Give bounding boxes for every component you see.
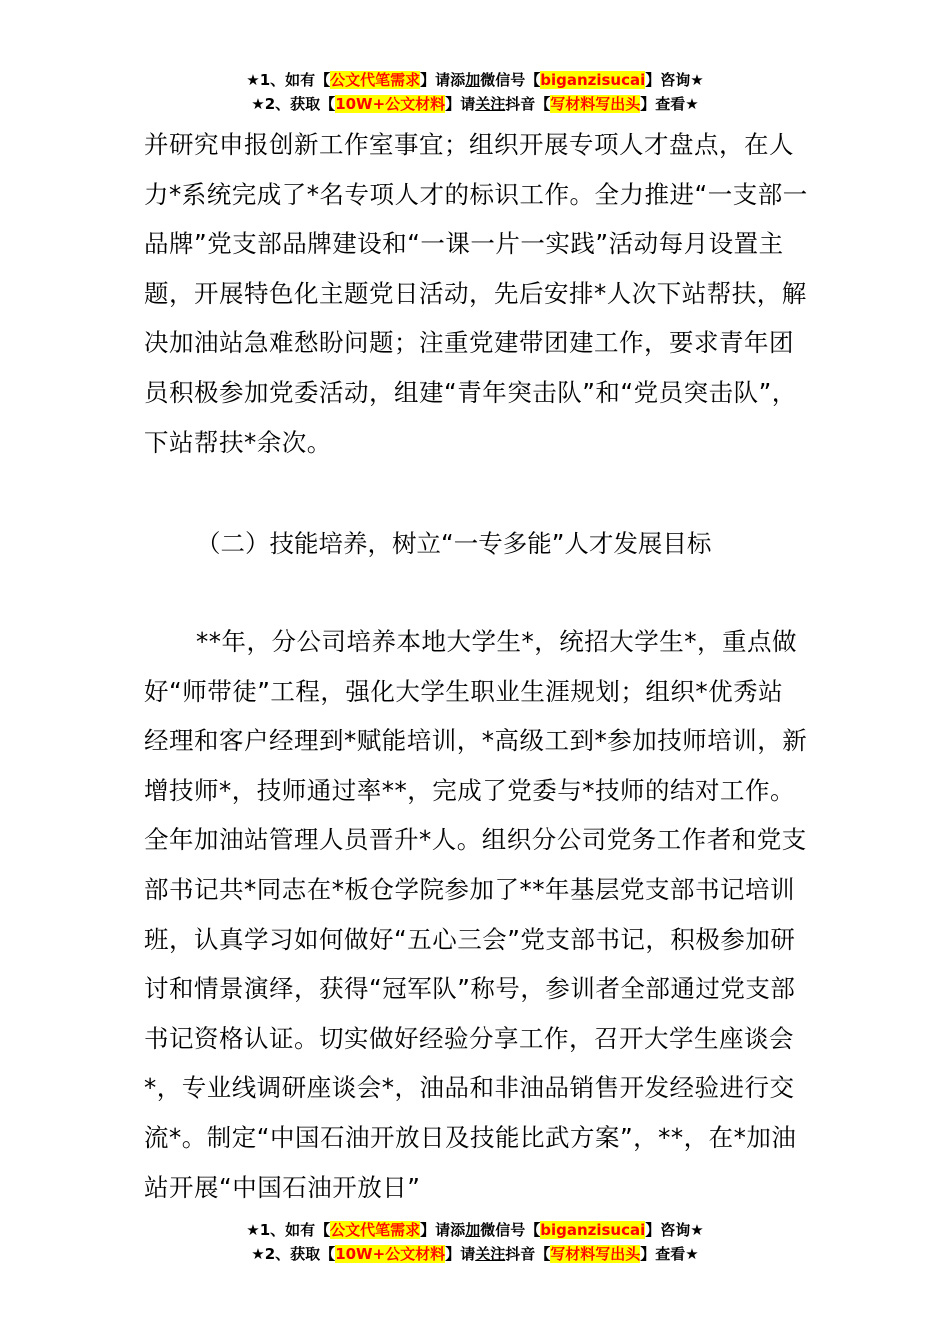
footer-highlight-materials: 10W+公文材料 (335, 1245, 446, 1263)
header-highlight-wechat-id: biganzisucai (540, 71, 646, 89)
footer-highlight-wechat-id: biganzisucai (540, 1221, 646, 1239)
header-line-2-mid2: 抖音【 (505, 95, 551, 113)
footer-line-1-underline: 加 (465, 1221, 481, 1239)
section-heading-skills-training: （二）技能培养，树立“一专多能”人才发展目标 (196, 529, 712, 558)
header-line-1-underline: 加 (465, 71, 481, 89)
header-highlight-douyin-account: 写材料写出头 (550, 95, 641, 113)
header-line-2-mid1: 】请 (445, 95, 476, 113)
paragraph-skills-training: **年，分公司培养本地大学生*，统招大学生*，重点做好“师带徒”工程，强化大学生职业生涯规划；组织*优秀站经理和客户经理到*赋能培训，*高级工到*参加技师培训，新增技师*，技师通过率**，完成了党委与*技师的结对工作。全年加油站管理人员晋升*人。组织分公司党务工作者和党支部书记共*同志在*板仓学院参加了**年基层党支部书记培训班，认真学习如何做好“五心三会”党支部书记，积极参加研讨和情景演绎，获得“冠军队”称号，参训者全部通过党支部书记资格认证。切实做好经验分享工作，召开大学生座谈会*，专业线调研座谈会*，油品和非油品销售开发经验进行交流*。制定“中国石油开放日及技能比武方案”，**，在*加油站开展“中国石油开放日” (144, 627, 808, 1202)
footer-line-1-mid1: 】请添 (420, 1221, 466, 1239)
footer-line-2 (0, 1242, 950, 1266)
footer-banner (0, 1218, 950, 1266)
paragraph-party-building: 并研究申报创新工作室事宜；组织开展专项人才盘点，在人力*系统完成了*名专项人才的标识工作。全力推进“一支部一品牌”党支部品牌建设和“一课一片一实践”活动每月设置主题，开展特色化主题党日活动，先后安排*人次下站帮扶，解决加油站急难愁盼问题；注重党建带团建工作，要求青年团员积极参加党委活动，组建“青年突击队”和“党员突击队”，下站帮扶*余次。 (144, 130, 808, 457)
footer-line-2-underline: 关注 (475, 1245, 506, 1263)
footer-line-2-mid1: 】请 (445, 1245, 476, 1263)
header-highlight-materials: 10W+公文材料 (335, 95, 446, 113)
header-line-1-pre: ★1、如有【 (246, 71, 331, 89)
header-line-2 (0, 92, 950, 116)
footer-line-1 (0, 1218, 950, 1242)
footer-line-1-mid2: 微信号【 (480, 1221, 541, 1239)
footer-highlight-writing-service: 公文代笔需求 (330, 1221, 421, 1239)
header-line-1-mid2: 微信号【 (480, 71, 541, 89)
header-banner (0, 68, 950, 116)
footer-line-1-pre: ★1、如有【 (246, 1221, 331, 1239)
footer-highlight-douyin-account: 写材料写出头 (550, 1245, 641, 1263)
footer-line-2-mid2: 抖音【 (505, 1245, 551, 1263)
header-line-1 (0, 68, 950, 92)
footer-line-1-post: 】咨询★ (645, 1221, 704, 1239)
header-line-1-mid1: 】请添 (420, 71, 466, 89)
footer-line-2-post: 】查看★ (640, 1245, 699, 1263)
footer-line-2-pre: ★2、获取【 (251, 1245, 336, 1263)
header-line-2-underline: 关注 (475, 95, 506, 113)
header-line-2-post: 】查看★ (640, 95, 699, 113)
header-line-2-pre: ★2、获取【 (251, 95, 336, 113)
header-line-1-post: 】咨询★ (645, 71, 704, 89)
header-highlight-writing-service: 公文代笔需求 (330, 71, 421, 89)
